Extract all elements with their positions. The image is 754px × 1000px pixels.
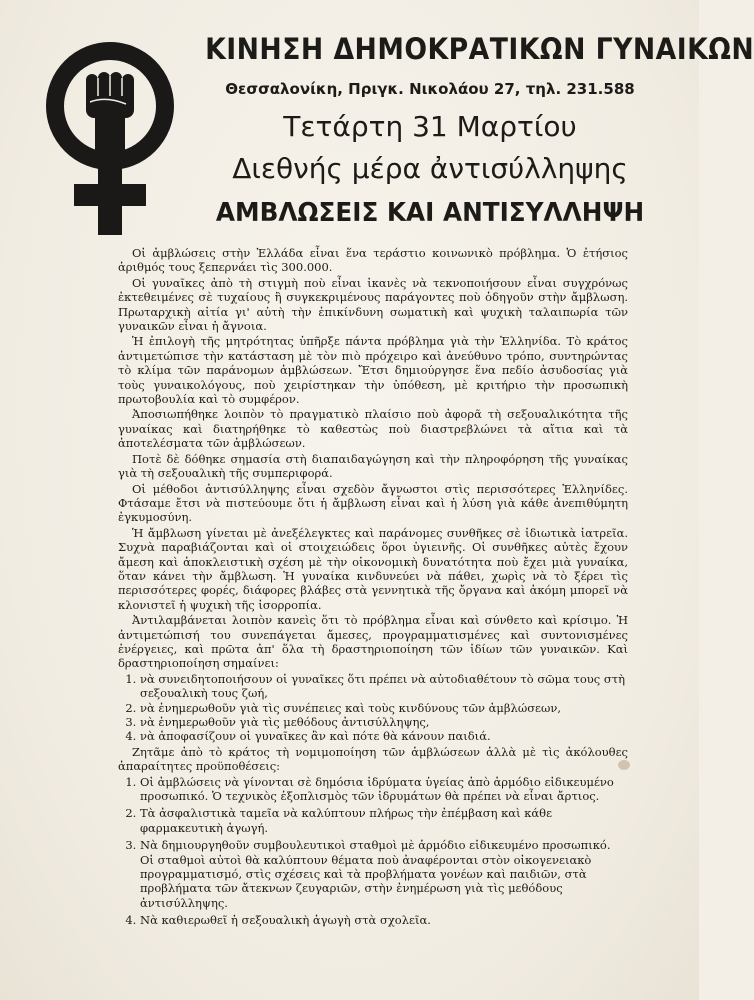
article-body	[118, 246, 628, 931]
organization-name: ΚΙΝΗΣΗ ΔΗΜΟΚΡΑΤΙΚΩΝ ΓΥΝΑΙΚΩΝ	[205, 32, 754, 66]
activation-list	[118, 672, 628, 744]
paragraph: Ἡ ἐπιλογὴ τῆς μητρότητας ὑπῆρξε πάντα πρόβλημα γιὰ τὴν Ἑλληνίδα. Τὸ κράτος ἀντιμετώπισε τὴν κατάσταση μὲ τὸν πιὸ πρόχειρο καὶ ἀνεύθυνο τρόπο, συντηρώντας τὸ κλίμα τῶν παράνομων ἀμβλώσεων. Ἔτσι δημιούργησε ἕνα πεδίο ἀσυδοσίας γιὰ τοὺς γυναικολόγους, ποὺ χειρίστηκαν τὴν ὑπόθεση, μὲ κριτήριο τὴν προσωπικὴ πρωτοβουλία καὶ τὸ συμφέρον.	[118, 334, 628, 407]
list-item: 4. νὰ ἀποφασίζουν οἱ γυναῖκες ἂν καὶ πότε θὰ κάνουν παιδιά.	[140, 729, 628, 743]
paragraph: Οἱ ἀμβλώσεις στὴν Ἑλλάδα εἶναι ἕνα τεράστιο κοινωνικὸ πρόβλημα. Ὁ ἐτήσιος ἀριθμός τους ξεπερνάει τὶς 300.000.	[118, 246, 628, 275]
event-date: Τετάρτη 31 Μαρτίου	[283, 110, 577, 143]
list-item: 2. νὰ ἐνημερωθοῦν γιὰ τὶς συνέπειες καὶ τοὺς κινδύνους τῶν ἀμβλώσεων,	[140, 701, 628, 715]
demand-intro: Ζητᾶμε ἀπὸ τὸ κράτος τὴ νομιμοποίηση τῶν ἀμβλώσεων ἀλλὰ μὲ τὶς ἀκόλουθες ἀπαραίτητες προϋποθέσεις:	[118, 744, 628, 774]
paragraph: Ἀποσιωπήθηκε λοιπὸν τὸ πραγματικὸ πλαίσιο ποὺ ἀφορᾶ τὴ σεξουαλικότητα τῆς γυναίκας καὶ διατηρήθηκε τὸ καθεστὼς ποὺ διαστρεβλώνει τὰ αἴτια καὶ τὰ ἀποτελέσματα τῶν ἀμβλώσεων.	[118, 407, 628, 451]
paragraph: Ποτὲ δὲ δόθηκε σημασία στὴ διαπαιδαγώγηση καὶ τὴν πληροφόρηση τῆς γυναίκας γιὰ τὴ σεξουαλικὴ τῆς συμπεριφορά.	[118, 451, 628, 481]
paragraph: Ἡ ἄμβλωση γίνεται μὲ ἀνεξέλεγκτες καὶ παράνομες συνθῆκες σὲ ἰδιωτικὰ ἰατρεῖα. Συχνὰ παραβιάζονται καὶ οἱ στοιχειώδεις ὅροι ὑγιεινῆς. Οἱ συνθῆκες αὐτὲς ἔχουν ἄμεση καὶ ἀποκλειστικὴ σχέση μὲ τὴν οἰκονομικὴ δυνατότητα ποὺ ἔχει μιὰ γυναίκα, ὅταν κάνει τὴν ἄμβλωση. Ἡ γυναίκα κινδυνεύει νὰ πάθει, χωρὶς νὰ τὸ ξέρει τὶς περισσότερες φορές, διάφορες βλάβες στὰ γεννητικὰ τῆς ὄργανα καὶ ἀκόμη μπορεῖ νὰ κλονιστεῖ ἡ ψυχικὴ τῆς ἰσορροπία.	[118, 525, 628, 612]
paragraph: Οἱ μέθοδοι ἀντισύλληψης εἶναι σχεδὸν ἄγνωστοι στὶς περισσότερες Ἑλληνίδες. Φτάσαμε ἔτσι νὰ πιστεύουμε ὅτι ἡ ἄμβλωση εἶναι καὶ ἡ λύση γιὰ κάθε ἀνεπιθύμητη ἐγκυμοσύνη.	[118, 481, 628, 525]
paragraph: Οἱ γυναῖκες ἀπὸ τὴ στιγμὴ ποὺ εἶναι ἱκανὲς νὰ τεκνοποιήσουν εἶναι συγχρόνως ἐκτεθειμένες σὲ τυχαίους ἢ συγκεκριμένους παράγοντες ποὺ ὁδηγοῦν στὴν ἄμβλωση. Πρωταρχικὴ αἰτία γι' αὐτὴ τὴν ἐπικίνδυνη σωματικὴ καὶ ψυχικὴ ταλαιπωρία τῶν γυναικῶν εἶναι ἡ ἄγνοια.	[118, 275, 628, 334]
list-item: 2. Τὰ ἀσφαλιστικὰ ταμεῖα νὰ καλύπτουν πλήρως τὴν ἐπέμβαση καὶ κάθε φαρμακευτικὴ ἀγωγή.	[140, 806, 628, 835]
paragraph: Ἀντιλαμβάνεται λοιπὸν κανεὶς ὅτι τὸ πρόβλημα εἶναι καὶ σύνθετο καὶ κρίσιμο. Ἡ ἀντιμετώπισή του συνεπάγεται ἄμεσες, προγραμματισμένες καὶ συντονισμένες ἐνέργειες, καὶ πρῶτα ἀπ' ὅλα τὴ δραστηριοποίηση τῶν ἰδίων τῶν γυναικῶν. Καὶ δραστηριοποίηση σημαίνει:	[118, 613, 628, 671]
list-item: 3. νὰ ἐνημερωθοῦν γιὰ τὶς μεθόδους ἀντισύλληψης,	[140, 715, 628, 729]
feminist-fist-venus-icon	[40, 34, 180, 239]
list-item: 1. Οἱ ἀμβλώσεις νὰ γίνονται σὲ δημόσια ἱδρύματα ὑγείας ἀπὸ ἁρμόδιο εἰδικευμένο προσωπικό. Ὁ τεχνικὸς ἐξοπλισμὸς τῶν ἱδρυμάτων θὰ πρέπει νὰ εἶναι ἄρτιος.	[140, 775, 628, 804]
paper-stain	[618, 760, 630, 770]
demands-list	[118, 775, 628, 928]
headline: ΑΜΒΛΩΣΕΙΣ ΚΑΙ ΑΝΤΙΣΥΛΛΗΨΗ	[215, 198, 645, 228]
day-title: Διεθνής μέρα ἀντισύλληψης	[232, 152, 628, 185]
list-item: 3. Νὰ δημιουργηθοῦν συμβουλευτικοὶ σταθμοὶ μὲ ἁρμόδιο εἰδικευμένο προσωπικό. Οἱ σταθμοὶ αὐτοὶ θὰ καλύπτουν θέματα ποὺ ἀναφέρονται στὸν οἰκογενειακὸ προγραμματισμό, στὶς σχέσεις καὶ τὰ προβλήματα γονέων καὶ παιδιῶν, στὰ προβλήματα τῶν ἄτεκνων ζευγαριῶν, στὴν ἐνημέρωση γιὰ τὶς μεθόδους ἀντισύλληψης.	[140, 838, 628, 910]
list-item: 4. Νὰ καθιερωθεῖ ἡ σεξουαλικὴ ἀγωγὴ στὰ σχολεῖα.	[140, 913, 628, 927]
list-item: 1. νὰ συνειδητοποιήσουν οἱ γυναῖκες ὅτι πρέπει νὰ αὐτοδιαθέτουν τὸ σῶμα τους στὴ σεξουαλικὴ τους ζωή,	[140, 672, 628, 701]
address-line: Θεσσαλονίκη, Πριγκ. Νικολάου 27, τηλ. 231.588	[225, 80, 635, 98]
